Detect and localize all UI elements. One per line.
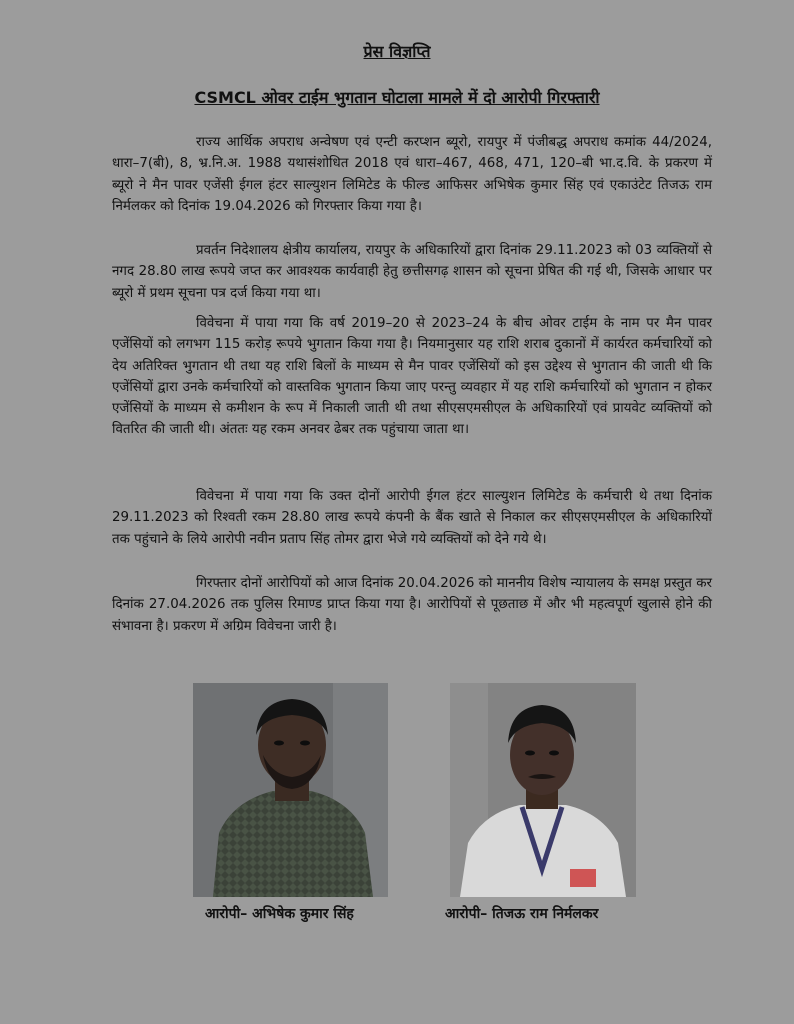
paragraph-1: राज्य आर्थिक अपराध अन्वेषण एवं एन्टी करप्शन ब्यूरो, रायपुर में पंजीबद्ध अपराध कमांक 44/2024, धारा–7(बी), 8, भ्र.नि.अ. 1988 यथासंशोधित 2018 एवं धारा–467, 468, 471, 120–बी भा.द.वि. के प्रकरण में ब्यूरो ने मैन पावर एजेंसी ईगल हंटर साल्युशन लिमिटेड के फील्ड आफिसर अभिषेक कुमार सिंह एवं एकाउंटेट तिजऊ राम निर्मलकर को दिनांक 19.04.2026 को गिरफ्तार किया गया है। bbox=[112, 135, 712, 214]
document-title: प्रेस विज्ञप्ति bbox=[363, 42, 431, 61]
photo-caption-1: आरोपी– अभिषेक कुमार सिंह bbox=[205, 906, 354, 922]
paragraph-5: गिरफ्तार दोनों आरोपियों को आज दिनांक 20.04.2026 को माननीय विशेष न्यायालय के समक्ष प्रस्तुत कर दिनांक 27.04.2026 तक पुलिस रिमाण्ड प्राप्त किया गया है। आरोपियों से पूछताछ में और भी महत्वपूर्ण खुलासे होने की संभावना है। प्रकरण में अग्रिम विवेचना जारी है। bbox=[112, 576, 712, 634]
photo-caption-2: आरोपी– तिजऊ राम निर्मलकर bbox=[445, 906, 599, 922]
paragraph-4: विवेचना में पाया गया कि उक्त दोनों आरोपी ईगल हंटर साल्युशन लिमिटेड के कर्मचारी थे तथा दिनांक 29.11.2023 को रिश्वती रकम 28.80 लाख रूपये कंपनी के बैंक खाते से निकाल कर सीएसएमसीएल के अधिकारियों तक पहुंचाने के लिये आरोपी नवीन प्रताप सिंह तोमर द्वारा भेजे गये व्यक्तियों को देने गये थे। bbox=[112, 489, 712, 547]
accused-photo-1 bbox=[193, 683, 388, 897]
paragraph-3: विवेचना में पाया गया कि वर्ष 2019–20 से 2023–24 के बीच ओवर टाईम के नाम पर मैन पावर एजेंसियों को लगभग 115 करोड़ रूपये भुगतान किया गया है। नियमानुसार यह राशि शराब दुकानों में कार्यरत कर्मचारियों को देय अतिरिक्त भुगतान थी तथा यह राशि बिलों के माध्यम से मैन पावर एजेंसियों को इस उद्देश्य से भुगतान की जाती थी कि एजेंसियों द्वारा उनके कर्मचारियों को वास्तविक भुगतान किया जाए परन्तु व्यवहार में यह राशि कर्मचारियों को भुगतान न होकर एजेंसियों के माध्यम से कमीशन के रूप में निकाली जाती थी तथा सीएसएमसीएल के अधिकारियों एवं प्रायवेट व्यक्तियों को वितरित की जाती थी। अंततः यह रकम अनवर ढेबर तक पहुंचाया जाता था। bbox=[112, 316, 712, 438]
paragraph-2: प्रवर्तन निदेशालय क्षेत्रीय कार्यालय, रायपुर के अधिकारियों द्वारा दिनांक 29.11.2023 को 03 व्यक्तियों से नगद 28.80 लाख रूपये जप्त कर आवश्यक कार्यवाही हेतु छत्तीसगढ़ शासन को सूचना प्रेषित की गई थी, जिसके आधार पर ब्यूरो में प्रथम सूचना पत्र दर्ज किया गया था। bbox=[112, 243, 712, 301]
document-subtitle: CSMCL ओवर टाईम भुगतान घोटाला मामले में दो आरोपी गिरफ्तारी bbox=[194, 88, 600, 107]
accused-photo-2 bbox=[450, 683, 636, 897]
person-portrait-icon bbox=[193, 683, 388, 897]
person-portrait-icon bbox=[450, 683, 636, 897]
